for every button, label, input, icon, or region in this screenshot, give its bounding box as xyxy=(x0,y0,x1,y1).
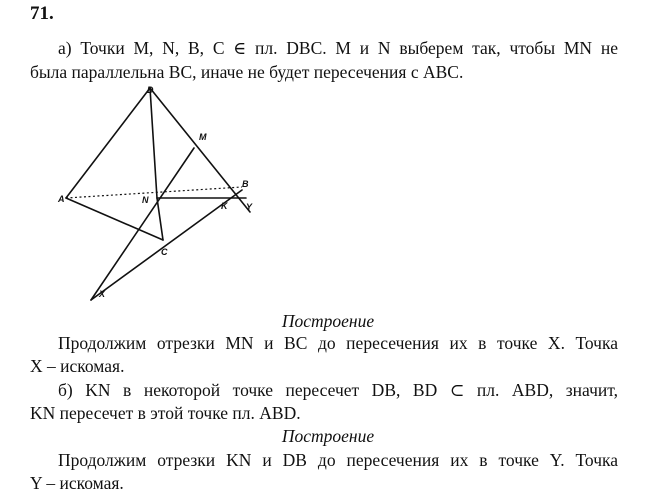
label-X: X xyxy=(99,289,106,299)
label-D: D xyxy=(147,85,154,95)
label-C: C xyxy=(161,247,168,257)
label-K: K xyxy=(221,201,228,211)
construction-heading-1: Построение xyxy=(281,311,375,331)
edge-NC xyxy=(157,198,163,240)
construction-heading-2: Построение xyxy=(281,426,375,446)
label-B: B xyxy=(242,179,249,189)
part-a-line-2: была параллельна BC, иначе не будет пересечения с ABC. xyxy=(30,62,464,82)
step-a-line-1: Продолжим отрезки MN и BC до пересечения их в точке X. Точка xyxy=(58,333,618,353)
step-a-line-2: X – искомая. xyxy=(30,356,125,376)
part-a-line-1: а) Точки M, N, B, C ∈ пл. DBC. M и N выберем так, чтобы MN не xyxy=(58,38,618,58)
edge-CB-extended xyxy=(91,190,242,300)
step-b-line-1: Продолжим отрезки KN и DB до пересечения их в точке Y. Точка xyxy=(58,450,618,470)
part-b-line-1: б) KN в некоторой точке пересечет DB, BD ⊂ пл. ABD, значит, xyxy=(58,380,618,400)
label-A: A xyxy=(58,194,65,204)
edge-DN xyxy=(150,88,157,198)
edge-DA xyxy=(66,88,150,198)
edge-DB-extended xyxy=(150,88,250,212)
problem-number: 71. xyxy=(30,3,54,24)
part-b-line-2: KN пересечет в этой точке пл. ABD. xyxy=(30,403,301,423)
line-MX xyxy=(91,148,194,300)
step-b-line-2: Y – искомая. xyxy=(30,473,124,493)
label-M: M xyxy=(199,132,207,142)
hidden-edge-AB xyxy=(66,187,242,198)
label-N: N xyxy=(142,195,149,205)
label-Y: Y xyxy=(246,202,253,212)
